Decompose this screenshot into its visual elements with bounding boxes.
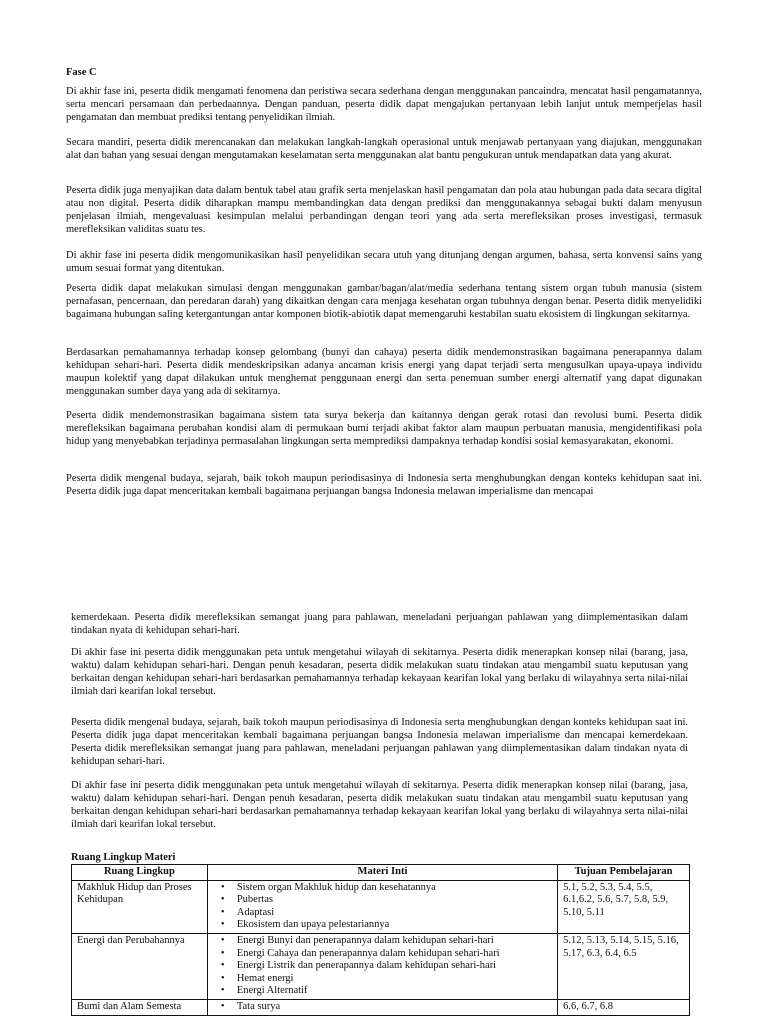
paragraph: Secara mandiri, peserta didik merencanakan dan melakukan langkah-langkah operasional untuk menjawab pertanyaan yang diajukan, menggunakan alat dan bahan yang sesuai dengan mengutamakan keselamatan serta menggunakan alat bantu pengukuran untuk mendapatkan data yang akurat. <box>66 137 702 162</box>
paragraph: Peserta didik mengenal budaya, sejarah, baik tokoh maupun periodisasinya di Indonesia serta menghubungkan dengan konteks kehidupan saat ini. Peserta didik juga dapat menceritakan kembali bagaimana perjuangan bangsa Indonesia melawan imperialisme dan mencapai kemerdekaan. Peserta didik merefleksikan semangat juang para pahlawan, meneladani perjuangan pahlawan yang diimplementasikan dalam tindakan nyata di kehidupan sehari-hari. <box>71 717 688 768</box>
section-heading: Fase C <box>66 67 97 78</box>
scope-cell: Makhluk Hidup dan Proses Kehidupan <box>72 880 208 933</box>
paragraph: Berdasarkan pemahamannya terhadap konsep gelombang (bunyi dan cahaya) peserta didik mendemonstrasikan bagaimana penerapannya dalam kehidupan sehari-hari. Peserta didik mendeskripsikan adanya ancaman krisis energi yang dapat terjadi serta mengusulkan upaya-upaya individu maupun kolektif yang dapat dilakukan untuk menghemat penggunaan energi dan serta penemuan sumber energi alternatif yang dapat digunakan menggunakan sumber daya yang ada di sekitarnya. <box>66 347 702 398</box>
table-header-row <box>72 865 690 881</box>
scope-cell: Bumi dan Alam Semesta <box>72 999 208 1015</box>
column-header: Materi Inti <box>207 865 557 881</box>
list-item: • Pubertas <box>237 894 552 907</box>
column-header: Tujuan Pembelajaran <box>558 865 690 881</box>
table-title: Ruang Lingkup Materi <box>71 852 176 863</box>
paragraph: Peserta didik mendemonstrasikan bagaimana sistem tata surya bekerja dan kaitannya dengan gerak rotasi dan revolusi bumi. Peserta didik merefleksikan bagaimana perubahan kondisi alam di permukaan bumi terjadi akibat faktor alam maupun perbuatan manusia, mengidentifikasi pola hidup yang menyebabkan terjadinya permasalahan lingkungan serta memprediksi dampaknya terhadap kondisi sosial kemasyarakatan, ekonomi. <box>66 410 702 448</box>
list-item: • Energi Cahaya dan penerapannya dalam kehidupan sehari-hari <box>237 948 552 961</box>
list-item: • Energi Bunyi dan penerapannya dalam kehidupan sehari-hari <box>237 935 552 948</box>
table-row <box>72 933 690 999</box>
list-item: • Adaptasi <box>237 907 552 920</box>
table-row <box>72 880 690 933</box>
list-item: • Sistem organ Makhluk hidup dan kesehatannya <box>237 882 552 895</box>
paragraph: Di akhir fase ini peserta didik menggunakan peta untuk mengetahui wilayah di sekitarnya. Peserta didik menerapkan konsep nilai (barang, jasa, waktu) dalam kehidupan sehari-hari. Dengan penuh kesadaran, peserta didik melakukan suatu tindakan atau mengambil suatu keputusan yang berkaitan dengan kehidupan sehari-hari berdasarkan pemahamannya terhadap kekayaan kearifan lokal yang berlaku di wilayahnya serta nilai-nilai ilmiah dari kearifan lokal tersebut. <box>71 780 688 831</box>
goals-cell: 5.12, 5.13, 5.14, 5.15, 5.16, 5.17, 6.3, 6.4, 6.5 <box>558 933 690 999</box>
goals-cell: 5.1, 5.2, 5.3, 5.4, 5.5, 6.1,6.2, 5.6, 5.7, 5.8, 5.9, 5.10, 5.11 <box>558 880 690 933</box>
paragraph: Peserta didik dapat melakukan simulasi dengan menggunakan gambar/bagan/alat/media sederhana tentang sistem organ tubuh manusia (sistem pernafasan, pencernaan, dan peredaran darah) yang dikaitkan dengan cara menjaga kesehatan organ tubuhnya dengan benar. Peserta didik menyelidiki bagaimana hubungan saling ketergantungan antar komponen biotik-abiotik dapat memengaruhi kestabilan suatu ekosistem di lingkungan sekitarnya. <box>66 283 702 321</box>
materi-cell <box>207 880 557 933</box>
list-item: • Energi Alternatif <box>237 985 552 998</box>
list-item: • Ekosistem dan upaya pelestariannya <box>237 919 552 932</box>
scope-table <box>71 864 690 1016</box>
paragraph: kemerdekaan. Peserta didik merefleksikan semangat juang para pahlawan, meneladani perjuangan pahlawan yang diimplementasikan dalam tindakan nyata di kehidupan sehari-hari. <box>71 612 688 637</box>
list-item: • Hemat energi <box>237 973 552 986</box>
paragraph: Peserta didik mengenal budaya, sejarah, baik tokoh maupun periodisasinya di Indonesia serta menghubungkan dengan konteks kehidupan saat ini. Peserta didik juga dapat menceritakan kembali bagaimana perjuangan bangsa Indonesia melawan imperialisme dan mencapai <box>66 473 702 498</box>
materi-cell <box>207 999 557 1015</box>
column-header: Ruang Lingkup <box>72 865 208 881</box>
paragraph: Di akhir fase ini peserta didik mengomunikasikan hasil penyelidikan secara utuh yang ditunjang dengan argumen, bahasa, serta konvensi sains yang umum sesuai format yang ditentukan. <box>66 250 702 275</box>
goals-cell: 6.6, 6.7, 6.8 <box>558 999 690 1015</box>
table-row <box>72 999 690 1015</box>
list-item: • Energi Listrik dan penerapannya dalam kehidupan sehari-hari <box>237 960 552 973</box>
page-two <box>0 604 768 1024</box>
paragraph: Di akhir fase ini peserta didik menggunakan peta untuk mengetahui wilayah di sekitarnya. Peserta didik menerapkan konsep nilai (barang, jasa, waktu) dalam kehidupan sehari-hari. Dengan penuh kesadaran, peserta didik melakukan suatu tindakan atau mengambil suatu keputusan yang berkaitan dengan kehidupan sehari-hari berdasarkan pemahamannya terhadap kekayaan kearifan lokal yang berlaku di wilayahnya serta nilai-nilai ilmiah dari kearifan lokal tersebut. <box>71 647 688 698</box>
paragraph: Di akhir fase ini, peserta didik mengamati fenomena dan peristiwa secara sederhana dengan menggunakan pancaindra, mencatat hasil pengamatannya, serta mencari persamaan dan perbedaannya. Dengan panduan, peserta didik dapat mengajukan pertanyaan lebih lanjut untuk memperjelas hasil pengamatan dan membuat prediksi tentang penyelidikan ilmiah. <box>66 86 702 124</box>
paragraph: Peserta didik juga menyajikan data dalam bentuk tabel atau grafik serta menjelaskan hasil pengamatan dan pola atau hubungan pada data secara digital atau non digital. Peserta didik diharapkan mampu membandingkan data dengan prediksi dan menggunakannya sebagai bukti dalam menyusun penjelasan ilmiah, mengevaluasi kesimpulan melalui perbandingan dengan teori yang ada serta merefleksikan proses investigasi, termasuk merefleksikan validitas suatu tes. <box>66 185 702 236</box>
list-item: • Tata surya <box>237 1001 552 1014</box>
scope-cell: Energi dan Perubahannya <box>72 933 208 999</box>
materi-cell <box>207 933 557 999</box>
